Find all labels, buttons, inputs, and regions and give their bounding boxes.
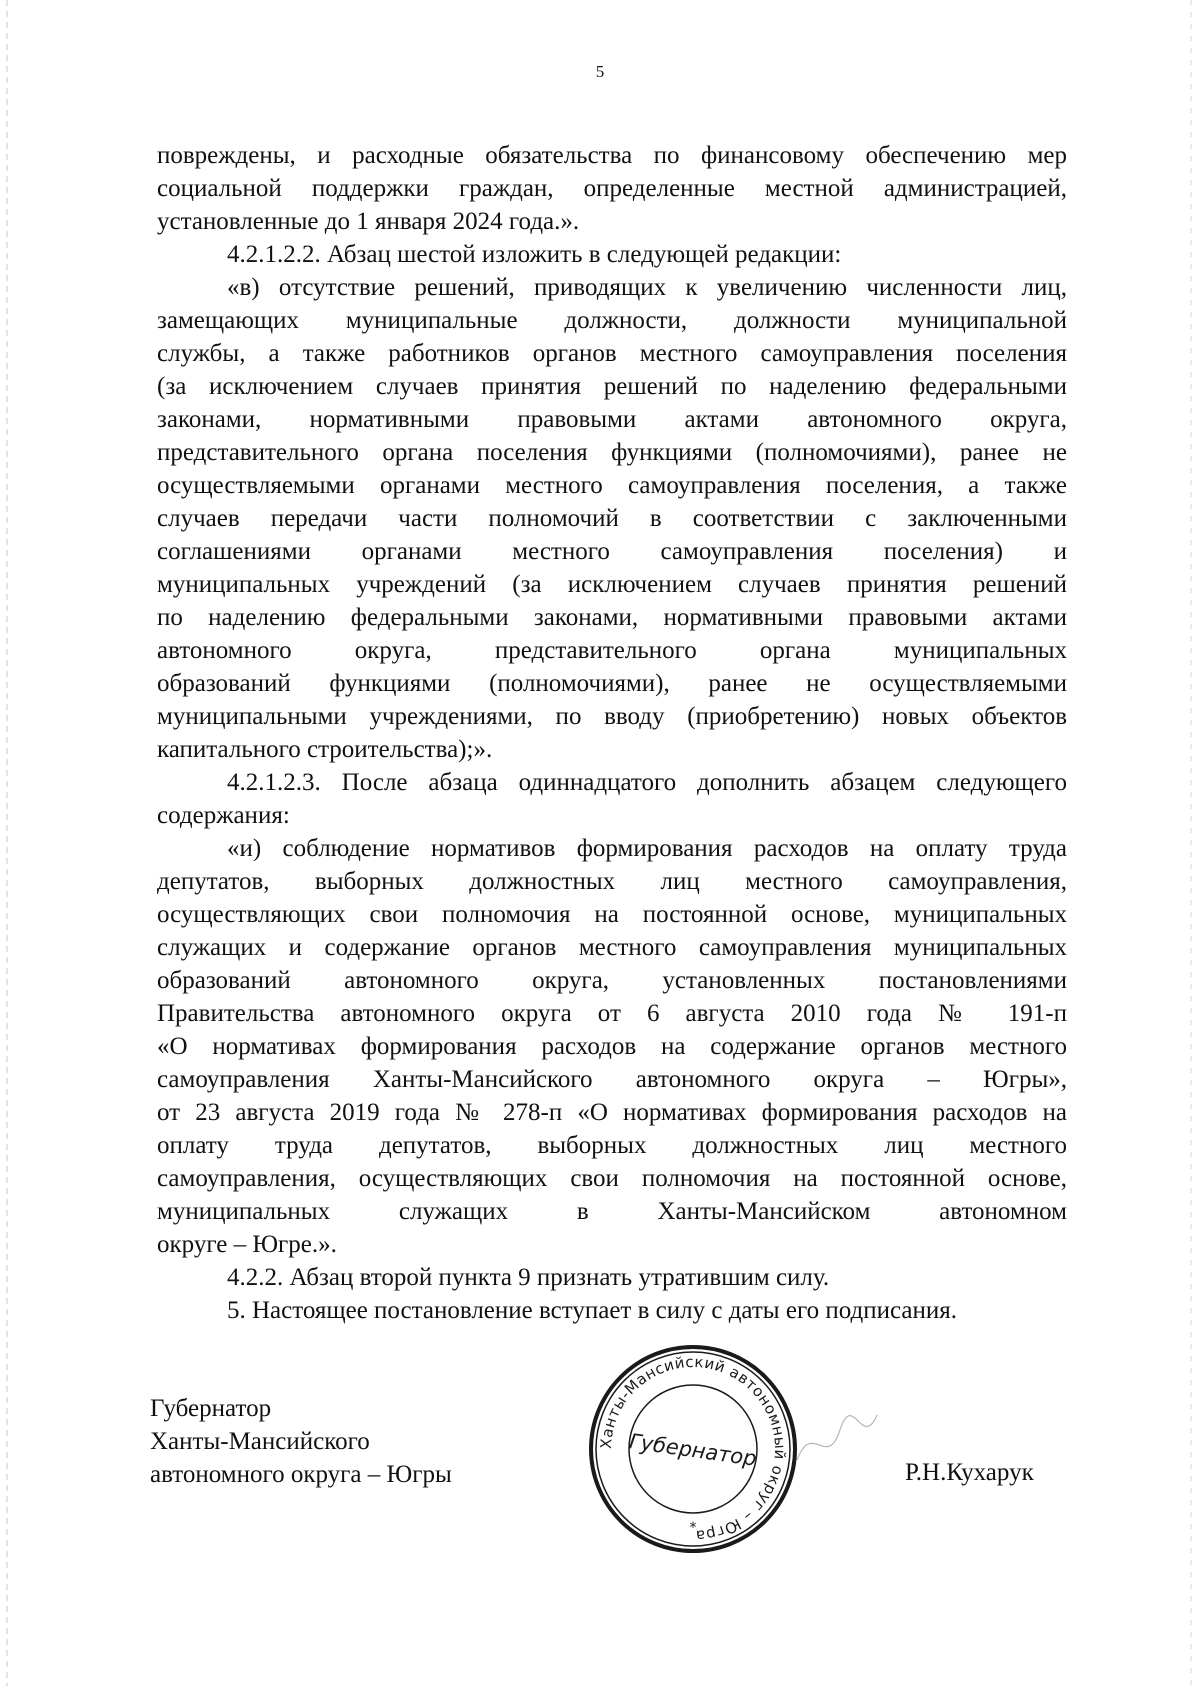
position-line: Губернатор	[150, 1395, 272, 1422]
seal-center-text: Губернатор	[627, 1429, 759, 1471]
scan-edge-left	[6, 0, 8, 1686]
body-line: замещающих муниципальные должности, должности муниципальной	[157, 307, 1067, 334]
seal-ring-text: Ханты-Мансийский автономный округ – Югра	[596, 1352, 790, 1546]
body-line: муниципальных учреждений (за исключением случаев принятия решений	[157, 571, 1067, 598]
body-line: служащих и содержание органов местного самоуправления муниципальных	[157, 934, 1067, 961]
handwritten-signature	[792, 1400, 882, 1480]
body-line: муниципальных служащих в Ханты-Мансийском автономном	[157, 1198, 1067, 1225]
body-line: социальной поддержки граждан, определенные местной администрацией,	[157, 175, 1067, 202]
body-line: автономного округа, представительного органа муниципальных	[157, 637, 1067, 664]
page-number: 5	[595, 62, 605, 81]
body-line: капитального строительства);».	[157, 736, 493, 763]
official-seal	[586, 1342, 800, 1556]
body-line: образований автономного округа, установленных постановлениями	[157, 967, 1067, 994]
body-line: соглашениями органами местного самоуправления поселения) и	[157, 538, 1067, 565]
body-line: образований функциями (полномочиями), ранее не осуществляемыми	[157, 670, 1067, 697]
body-line: депутатов, выборных должностных лиц местного самоуправления,	[157, 868, 1067, 895]
body-line: законами, нормативными правовыми актами автономного округа,	[157, 406, 1067, 433]
body-line: оплату труда депутатов, выборных должностных лиц местного	[157, 1132, 1067, 1159]
body-line: от 23 августа 2019 года № 278-п «О нормативах формирования расходов на	[157, 1099, 1067, 1126]
document-body	[157, 139, 1067, 1327]
body-line: самоуправления, осуществляющих свои полномочия на постоянной основе,	[157, 1165, 1067, 1192]
body-line: муниципальными учреждениями, по вводу (приобретению) новых объектов	[157, 703, 1067, 730]
body-line: (за исключением случаев принятия решений по наделению федеральными	[157, 373, 1067, 400]
body-line: службы, а также работников органов местного самоуправления поселения	[157, 340, 1067, 367]
paragraph-heading: 5. Настоящее постановление вступает в силу с даты его подписания.	[227, 1297, 957, 1324]
scan-edge-right	[1190, 0, 1192, 1686]
paragraph-heading: 4.2.1.2.2. Абзац шестой изложить в следующей редакции:	[227, 241, 842, 268]
body-line: «и) соблюдение нормативов формирования расходов на оплату труда	[227, 835, 1067, 862]
body-line: Правительства автономного округа от 6 августа 2010 года № 191-п	[157, 1000, 1067, 1027]
body-line: «О нормативах формирования расходов на содержание органов местного	[157, 1033, 1067, 1060]
body-line: установленные до 1 января 2024 года.».	[157, 208, 580, 235]
body-line: округе – Югре.».	[157, 1231, 337, 1258]
body-line: представительного органа поселения функциями (полномочиями), ранее не	[157, 439, 1067, 466]
body-line: самоуправления Ханты-Мансийского автономного округа – Югры»,	[157, 1066, 1067, 1093]
paragraph-heading: 4.2.2. Абзац второй пункта 9 признать утратившим силу.	[227, 1264, 830, 1291]
body-line: «в) отсутствие решений, приводящих к увеличению численности лиц,	[227, 274, 1067, 301]
body-line: осуществляющих свои полномочия на постоянной основе, муниципальных	[157, 901, 1067, 928]
body-line: случаев передачи части полномочий в соответствии с заключенными	[157, 505, 1067, 532]
signatory-position	[150, 1392, 452, 1491]
body-line: повреждены, и расходные обязательства по финансовому обеспечению мер	[157, 142, 1067, 169]
seal-star: *	[689, 1520, 697, 1536]
body-line: по наделению федеральными законами, нормативными правовыми актами	[157, 604, 1067, 631]
body-line: осуществляемыми органами местного самоуправления поселения, а также	[157, 472, 1067, 499]
paragraph-heading: 4.2.1.2.3. После абзаца одиннадцатого дополнить абзацем следующего	[227, 769, 1067, 796]
body-line: содержания:	[157, 802, 290, 829]
signer-name: Р.Н.Кухарук	[905, 1459, 1034, 1486]
position-line: автономного округа – Югры	[150, 1461, 452, 1488]
position-line: Ханты-Мансийского	[150, 1428, 370, 1455]
